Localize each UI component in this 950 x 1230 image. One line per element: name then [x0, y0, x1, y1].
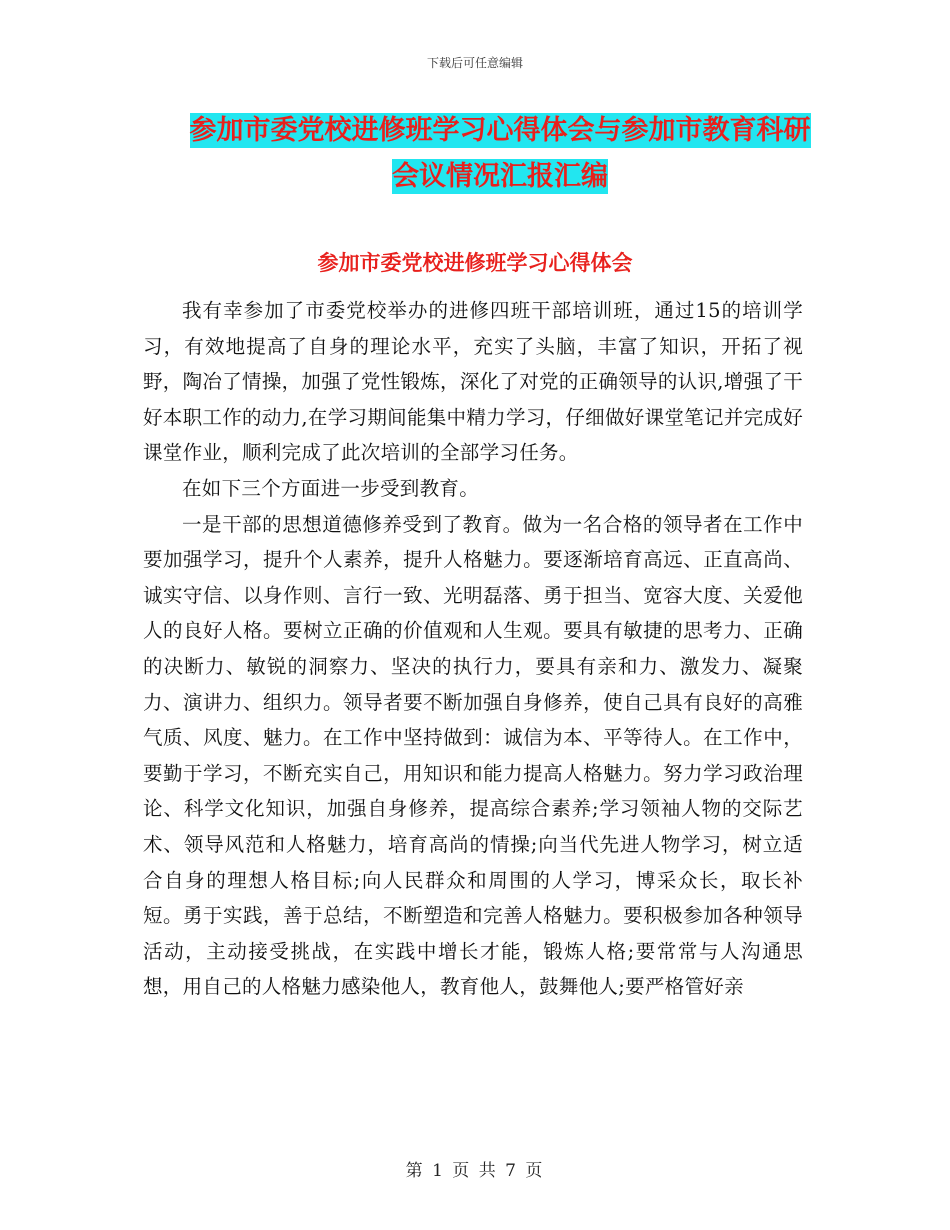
paragraph: 在如下三个方面进一步受到教育。	[182, 476, 480, 500]
main-title-line-2: 会议情况汇报汇编	[392, 161, 608, 192]
body-text	[143, 293, 803, 1005]
main-title	[150, 108, 850, 200]
paragraph: 我有幸参加了市委党校举办的进修四班干部培训班，通过15的培训学习，有效地提高了自身的理论水平，充实了头脑，丰富了知识，开拓了视野，陶冶了情操，加强了党性锻炼，深化了对党的正确领导的认识,增强了干好本职工作的动力,在学习期间能集中精力学习，仔细做好课堂笔记并完成好课堂作业，顺利完成了此次培训的全部学习任务。	[143, 299, 803, 465]
paragraph: 一是干部的思想道德修养受到了教育。做为一名合格的领导者在工作中要加强学习，提升个人素养，提升人格魅力。要逐渐培育高远、正直高尚、诚实守信、以身作则、言行一致、光明磊落、勇于担当、宽容大度、关爱他人的良好人格。要树立正确的价值观和人生观。要具有敏捷的思考力、正确的决断力、敏锐的洞察力、坚决的执行力，要具有亲和力、激发力、凝聚力、演讲力、组织力。领导者要不断加强自身修养，使自己具有良好的高雅气质、风度、魅力。在工作中坚持做到：诚信为本、平等待人。在工作中，要勤于学习，不断充实自己，用知识和能力提高人格魅力。努力学习政治理论、科学文化知识，加强自身修养，提高综合素养;学习领袖人物的交际艺术、领导风范和人格魅力，培育高尚的情操;向当代先进人物学习，树立适合自身的理想人格目标;向人民群众和周围的人学习，博采众长，取长补短。勇于实践，善于总结，不断塑造和完善人格魅力。要积极参加各种领导活动，主动接受挑战，在实践中增长才能，锻炼人格;要常常与人沟通思想，用自己的人格魅力感染他人，教育他人，鼓舞他人;要严格管好亲	[143, 512, 803, 999]
main-title-line-1: 参加市委党校进修班学习心得体会与参加市教育科研	[189, 115, 811, 146]
section-title: 参加市委党校进修班学习心得体会	[317, 251, 633, 275]
page-number: 第 1 页 共 7 页	[405, 1161, 545, 1181]
header-note: 下载后可任意编辑	[426, 56, 523, 70]
